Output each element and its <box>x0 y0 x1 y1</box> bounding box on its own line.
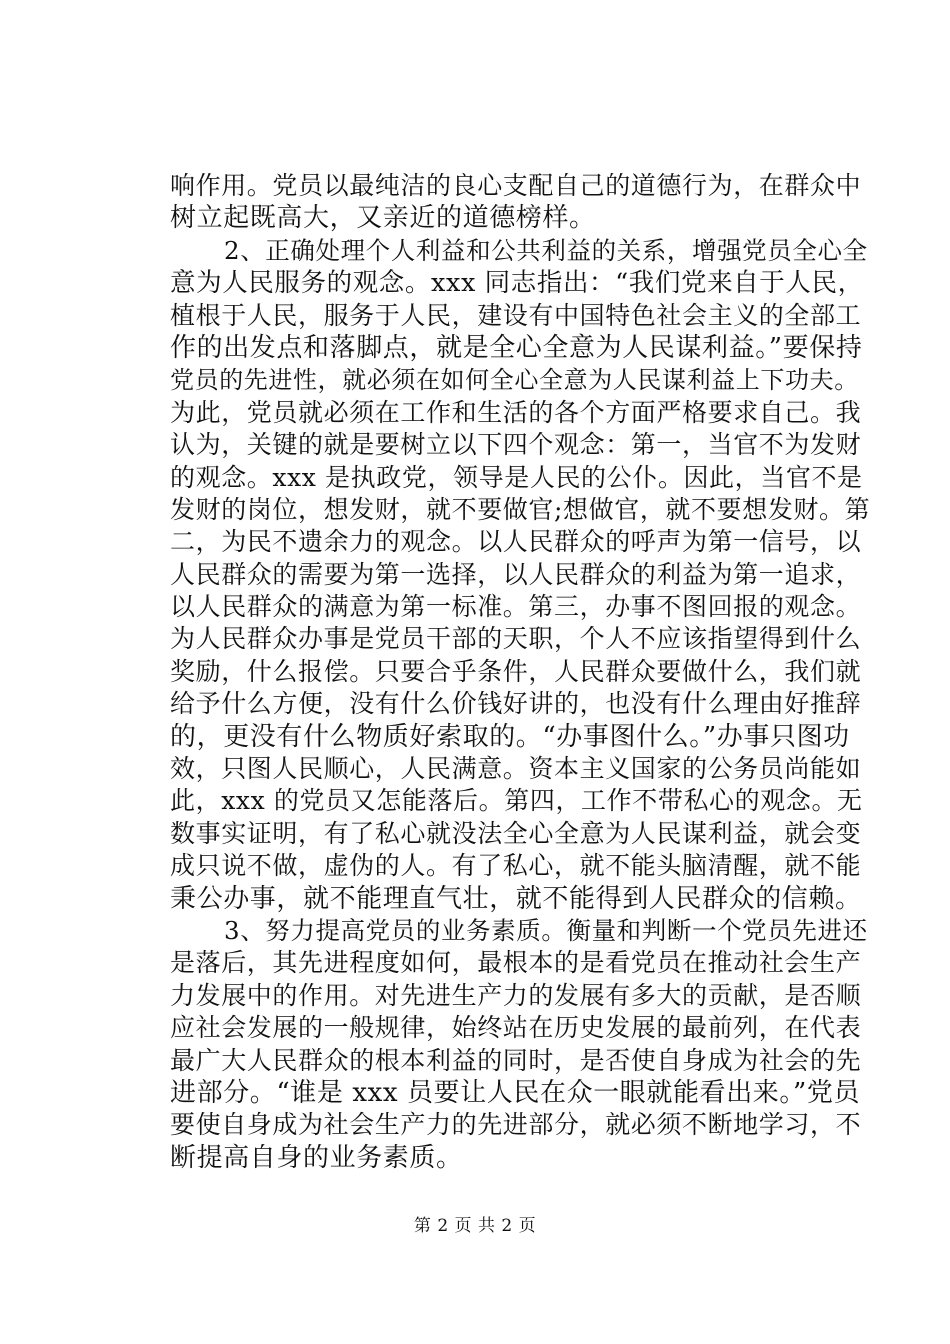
text-line: 党员的先进性，就必须在如何全心全意为人民谋利益上下功夫。 <box>170 366 859 395</box>
text-line: 最广大人民群众的根本利益的同时，是否使自身成为社会的先 <box>170 1045 862 1075</box>
text-line: 秉公办事，就不能理直气壮，就不能得到人民群众的信赖。 <box>170 883 862 914</box>
page-footer: 第 2 页 共 2 页 <box>413 1216 537 1236</box>
text-line: 力发展中的作用。对先进生产力的发展有多大的贡献，是否顺 <box>170 980 862 1010</box>
text-line: 认为，关键的就是要树立以下四个观念：第一，当官不为发财 <box>170 430 862 460</box>
text-line: 此，xxx 的党员又怎能落后。第四，工作不带私心的观念。无 <box>170 786 863 816</box>
text-line: 为此，党员就必须在工作和生活的各个方面严格要求自己。我 <box>170 397 862 427</box>
text-line: 奖励，什么报偿。只要合乎条件，人民群众要做什么，我们就 <box>170 656 862 686</box>
text-line: 效，只图人民顺心，人民满意。资本主义国家的公务员尚能如 <box>170 754 862 784</box>
text-line: 人民群众的需要为第一选择，以人民群众的利益为第一追求， <box>170 559 862 589</box>
body-text <box>170 170 870 1174</box>
text-line: 作的出发点和落脚点，就是全心全意为人民谋利益。”要保持 <box>170 332 863 363</box>
text-line: 为人民群众办事是党员干部的天职，个人不应该指望得到什么 <box>170 624 862 654</box>
text-line: 成只说不做，虚伪的人。有了私心，就不能头脑清醒，就不能 <box>170 851 862 881</box>
text-line: 应社会发展的一般规律，始终站在历史发展的最前列，在代表 <box>170 1013 862 1043</box>
text-line: 植根于人民，服务于人民，建设有中国特色社会主义的全部工 <box>170 300 862 330</box>
text-line: 进部分。“谁是 xxx 员要让人民在众一眼就能看出来。”党员 <box>170 1077 861 1108</box>
text-line: 树立起既高大，又亲近的道德榜样。 <box>170 203 596 234</box>
text-line: 给予什么方便，没有什么价钱好讲的，也没有什么理由好推辞 <box>170 689 862 719</box>
text-line: 二，为民不遗余力的观念。以人民群众的呼声为第一信号，以 <box>170 527 862 557</box>
text-line: 断提高自身的业务素质。 <box>170 1142 463 1173</box>
text-line: 意为人民服务的观念。xxx 同志指出：“我们党来自于人民， <box>170 268 864 299</box>
text-line: 数事实证明，有了私心就没法全心全意为人民谋利益，就会变 <box>170 818 862 848</box>
text-line: 2、正确处理个人利益和公共利益的关系，增强党员全心全 <box>224 235 868 265</box>
text-line: 响作用。党员以最纯洁的良心支配自己的道德行为，在群众中 <box>170 171 862 200</box>
text-line: 3、努力提高党员的业务素质。衡量和判断一个党员先进还 <box>224 915 868 945</box>
text-line: 要使自身成为社会生产力的先进部分，就必须不断地学习，不 <box>170 1110 862 1140</box>
text-line: 的，更没有什么物质好索取的。“办事图什么。”办事只图功 <box>170 721 850 752</box>
text-line: 以人民群众的满意为第一标准。第三，办事不图回报的观念。 <box>170 592 862 622</box>
text-line: 的观念。xxx 是执政党，领导是人民的公仆。因此，当官不是 <box>170 462 863 492</box>
text-line: 是落后，其先进程度如何，最根本的是看党员在推动社会生产 <box>170 948 862 978</box>
text-line: 发财的岗位，想发财，就不要做官;想做官，就不要想发财。第 <box>170 494 871 524</box>
